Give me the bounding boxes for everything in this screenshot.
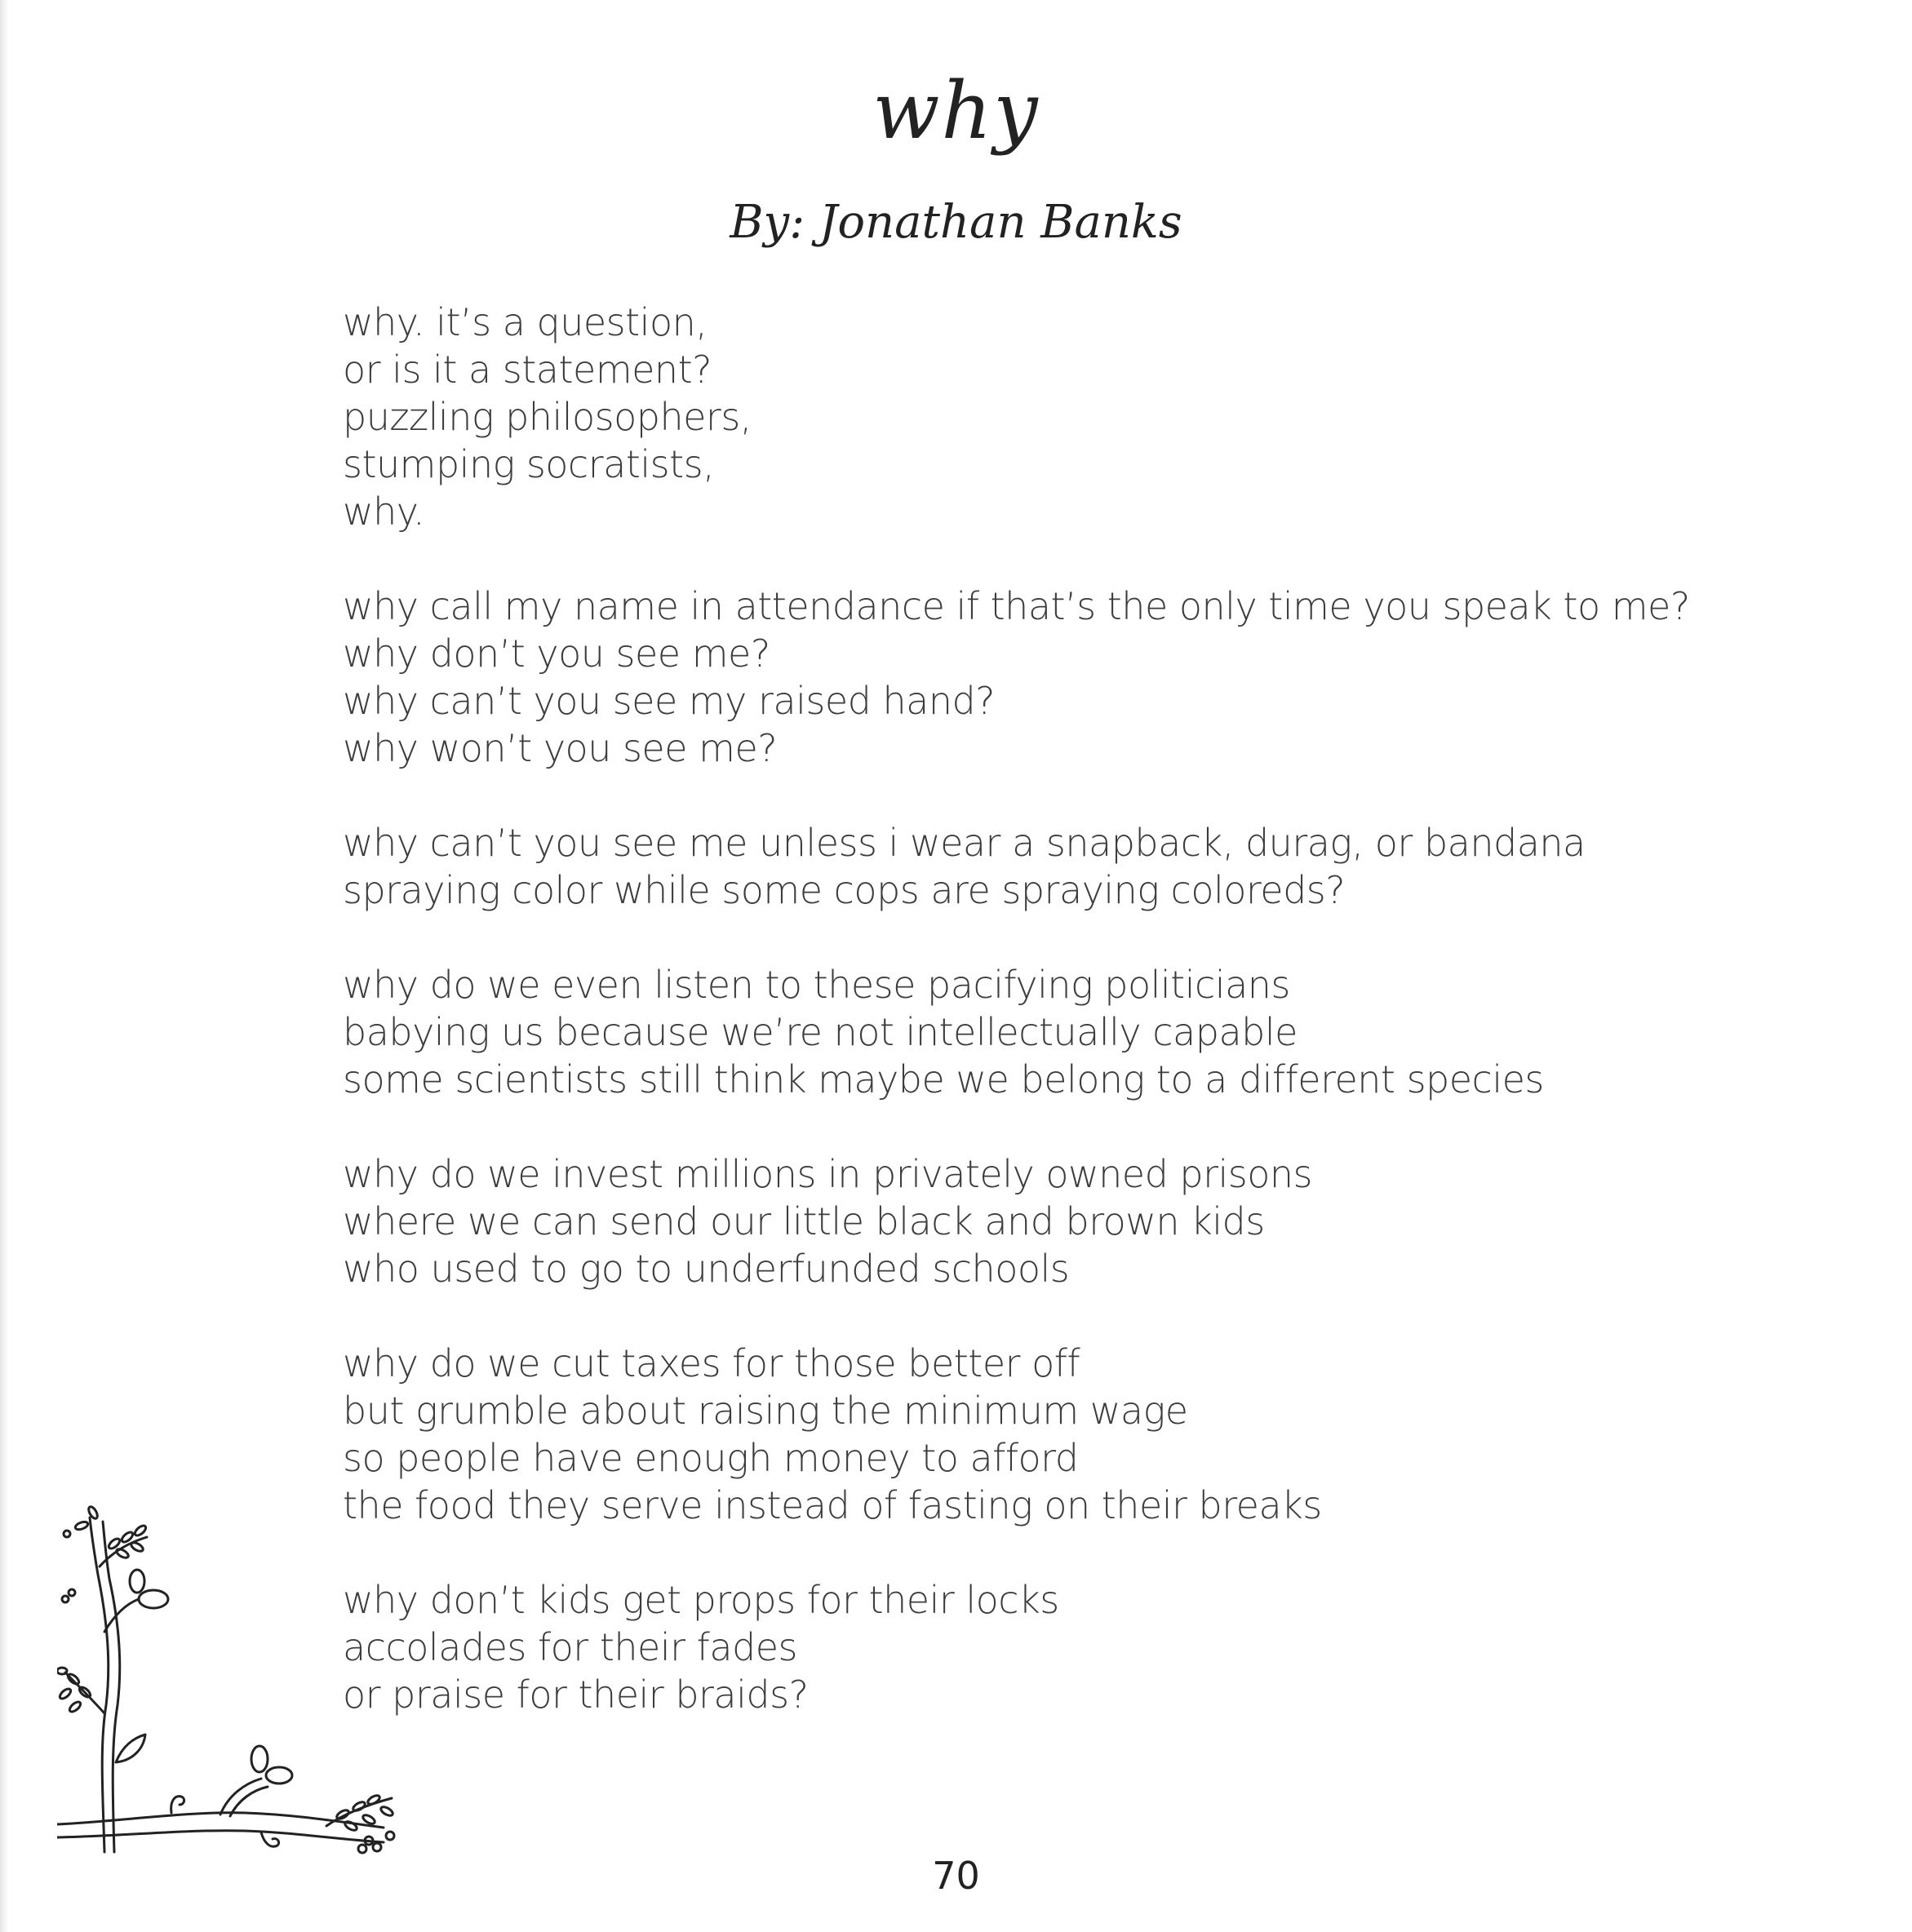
poem-line: so people have enough money to afford: [343, 1436, 1079, 1480]
poem-line: why do we cut taxes for those better off: [343, 1341, 1080, 1385]
poem-line: some scientists still think maybe we belong to a different species: [343, 1057, 1544, 1101]
poem-line: why can’t you see my raised hand?: [343, 679, 996, 723]
poem-line: why.: [343, 490, 425, 534]
poem-line: the food they serve instead of fasting on their breaks: [343, 1483, 1322, 1527]
poem-line: stumping socratists,: [343, 442, 715, 486]
branch-tree-drawing-icon: [57, 1501, 433, 1877]
poem-line: where we can send our little black and brown kids: [343, 1199, 1265, 1243]
poem-line: but grumble about raising the minimum wage: [343, 1389, 1188, 1433]
stanza: [343, 299, 1648, 535]
stanza: [343, 583, 1690, 772]
poem-line: why. it’s a question,: [343, 300, 708, 344]
poem-line: why call my name in attendance if that’s the only time you speak to me?: [343, 584, 1690, 628]
poem-line: why can’t you see me unless i wear a snapback, durag, or bandana: [343, 821, 1586, 865]
poem-line: or praise for their braids?: [343, 1673, 809, 1717]
poem-line: who used to go to underfunded schools: [343, 1247, 1070, 1291]
poem-line: spraying color while some cops are spraying coloreds?: [343, 868, 1346, 912]
poem-line: puzzling philosophers,: [343, 395, 752, 439]
poem-line: or is it a statement?: [343, 348, 712, 392]
poem-body: [343, 299, 1690, 1766]
poem-line: why don’t kids get props for their locks: [343, 1578, 1059, 1622]
stanza: [343, 1340, 1648, 1529]
stanza: [343, 819, 1648, 914]
poem-byline: By: Jonathan Banks: [730, 196, 1182, 249]
poem-title: why: [872, 65, 1040, 157]
poem-line: why won’t you see me?: [343, 726, 778, 770]
poem-line: why do we even listen to these pacifying politicians: [343, 963, 1290, 1007]
stanza: [343, 961, 1648, 1103]
poem-line: accolades for their fades: [343, 1625, 797, 1669]
stanza: [343, 1150, 1648, 1292]
stanza: [343, 1576, 1648, 1718]
poem-line: babying us because we’re not intellectually capable: [343, 1010, 1298, 1054]
page-number: 70: [932, 1854, 980, 1898]
page-gutter-shadow: [0, 0, 8, 1932]
poem-line: why don’t you see me?: [343, 631, 770, 676]
poem-line: why do we invest millions in privately owned prisons: [343, 1152, 1313, 1196]
